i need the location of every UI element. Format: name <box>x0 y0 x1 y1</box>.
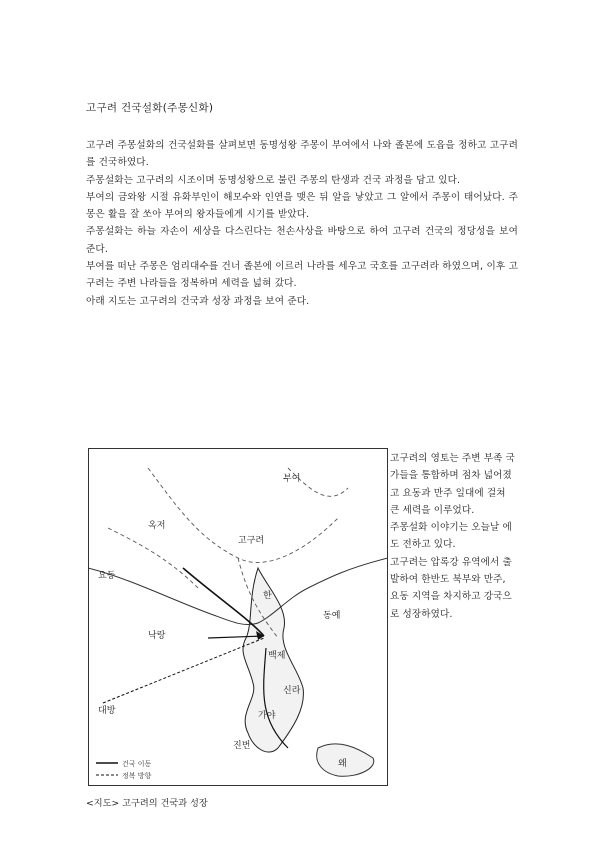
paragraph: 고구려 주몽설화의 건국설화를 살펴보면 동명성왕 주몽이 부여에서 나와 졸본에 도읍을 정하고 고구려를 건국하였다. <box>86 140 518 169</box>
paragraph: 주몽설화는 고구려의 시조이며 동명성왕으로 불린 주몽의 탄생과 건국 과정을 담고 있다. <box>86 174 461 186</box>
map-label: 가야 <box>258 711 276 721</box>
map-label: 한 <box>263 591 272 601</box>
map-label: 대방 <box>98 706 116 716</box>
document-title: 고구려 건국설화(주몽신화) <box>86 102 214 114</box>
paragraph: 아래 지도는 고구려의 건국과 성장 과정을 보여 준다. <box>86 295 310 307</box>
side-paragraph: 주몽설화 이야기는 오늘날 에도 전하고 있다. <box>390 522 512 551</box>
figure-caption: <지도> 고구려의 건국과 성장 <box>86 798 208 809</box>
map-label: 왜 <box>338 759 347 769</box>
map-label: 신라 <box>283 686 301 696</box>
map-label: 백제 <box>268 651 286 661</box>
map-label: 요동 <box>98 571 116 581</box>
map-label: 동예 <box>323 611 341 621</box>
map-label: 낙랑 <box>148 631 166 641</box>
map-label: 옥저 <box>148 521 166 531</box>
side-text <box>390 450 518 623</box>
body-text <box>86 137 518 310</box>
legend-item: 건국 이동 <box>122 760 152 768</box>
paragraph: 주몽설화는 하늘 자손이 세상을 다스린다는 천손사상을 바탕으로 하여 고구려 건국의 정당성을 보여 준다. <box>86 226 518 255</box>
map-label: 고구려 <box>238 536 265 546</box>
paragraph: 부여를 떠난 주몽은 엄리대수를 건너 졸본에 이르러 나라를 세우고 국호를 고구려라 하였으며, 이후 고구려는 주변 나라들을 정복하며 세력을 넓혀 갔다. <box>86 261 518 290</box>
map-label: 부여 <box>283 474 301 484</box>
side-paragraph: 고구려는 압록강 유역에서 출발하여 한반도 북부와 만주, 요동 지역을 차지하고 강국으로 성장하였다. <box>390 556 512 620</box>
side-paragraph: 고구려의 영토는 주변 부족 국가들을 통합하며 점차 넓어졌고 요동과 만주 일대에 걸쳐 큰 세력을 이루었다. <box>390 453 516 516</box>
map-label: 진번 <box>233 741 251 751</box>
map-figure <box>88 448 388 786</box>
historical-map <box>88 448 388 786</box>
paragraph: 부여의 금와왕 시절 유화부인이 해모수와 인연을 맺은 뒤 알을 낳았고 그 알에서 주몽이 태어났다. 주몽은 활을 잘 쏘아 부여의 왕자들에게 시기를 받았다. <box>86 191 518 221</box>
legend-item: 정복 방향 <box>122 772 152 780</box>
map-frame <box>89 449 388 786</box>
